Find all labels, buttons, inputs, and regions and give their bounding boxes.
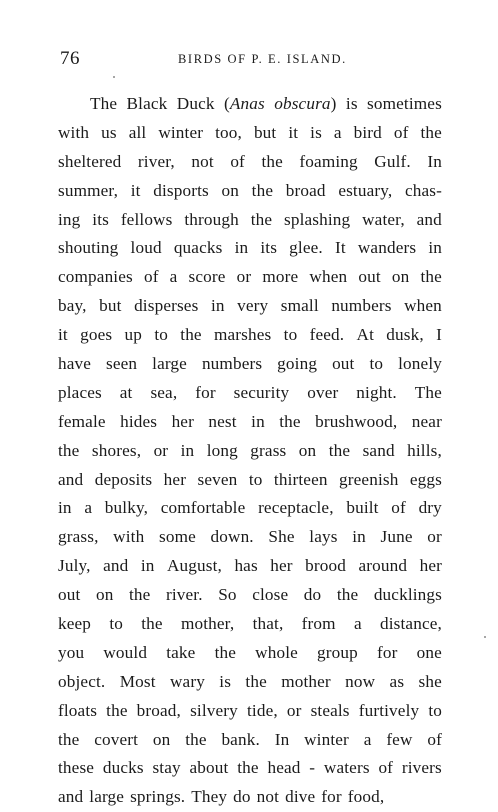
word: sea, [150, 382, 178, 402]
word: foaming [299, 151, 358, 171]
word: object. [58, 671, 106, 691]
word: tide, [246, 700, 278, 720]
word: and [58, 787, 84, 807]
word: her [163, 469, 187, 489]
word: us [101, 122, 117, 142]
word: obscura) [274, 94, 337, 113]
word: deposits [94, 469, 153, 489]
word: Black [126, 94, 168, 113]
word: not [256, 787, 280, 807]
word: in [140, 556, 155, 576]
word: the [279, 411, 301, 431]
text-line [58, 321, 442, 350]
word: in [352, 527, 366, 547]
word: eggs [409, 469, 442, 489]
word: of [393, 122, 409, 142]
word: August, [166, 556, 222, 576]
word: the [141, 614, 163, 634]
word: wanders [357, 238, 417, 258]
word: It [334, 238, 346, 258]
word: the [180, 325, 202, 345]
text-line [58, 726, 442, 755]
text-line [58, 668, 442, 697]
word: of [143, 267, 159, 287]
word: (Anas [223, 94, 265, 113]
word: her [171, 411, 194, 431]
word: fellows [120, 209, 173, 229]
word: in [251, 411, 265, 431]
word: of [391, 498, 406, 518]
word: out [58, 585, 81, 605]
word: with [113, 527, 145, 547]
word: In [274, 729, 290, 749]
word: the [250, 209, 273, 229]
word: to [109, 614, 123, 634]
word: on [298, 440, 317, 460]
word: distance, [380, 614, 442, 634]
word: for [377, 642, 398, 662]
word: to [248, 469, 263, 489]
word: feed. [309, 325, 345, 345]
word: it [58, 325, 68, 345]
word: disperses [134, 296, 199, 316]
word: shouting [58, 238, 119, 258]
word: of [378, 758, 394, 778]
word: have [58, 354, 92, 374]
word: - [309, 758, 316, 778]
word: steals [310, 700, 350, 720]
word: July, [58, 556, 91, 576]
word: She [268, 527, 295, 547]
word: mother, [180, 614, 235, 634]
text-line [58, 697, 442, 726]
word: the [237, 758, 259, 778]
word: I [436, 325, 442, 345]
text-line [58, 408, 442, 437]
word: to [154, 325, 168, 345]
word: ducks [102, 758, 144, 778]
word: the [214, 642, 237, 662]
word: but [253, 122, 277, 142]
word: female [58, 411, 106, 431]
word: In [427, 151, 442, 171]
word: a [333, 122, 342, 142]
word: and [58, 469, 84, 489]
word: group [317, 642, 358, 662]
word: the [420, 122, 442, 142]
word: grass [250, 440, 287, 460]
word: food, [347, 787, 385, 807]
text-line [58, 234, 442, 263]
word: waters [323, 758, 370, 778]
word: rivers [401, 758, 442, 778]
word: built [346, 498, 379, 518]
word: a [169, 267, 178, 287]
word: Duck [176, 94, 215, 113]
word: or [427, 527, 442, 547]
word: numbers [201, 354, 263, 374]
word: greenish [339, 469, 399, 489]
word: chas- [404, 180, 442, 200]
word: broad [285, 180, 326, 200]
word: at [119, 382, 133, 402]
word: but [99, 296, 122, 316]
word: quacks [173, 238, 223, 258]
word: dive [285, 787, 316, 807]
word: lonely [398, 354, 442, 374]
word: seen [106, 354, 138, 374]
word: to [283, 325, 298, 345]
word: the [336, 585, 359, 605]
word: her [419, 556, 442, 576]
word: receptacle, [258, 498, 334, 518]
word: sometimes [367, 94, 442, 113]
word: floats [58, 700, 98, 720]
word: in [210, 296, 225, 316]
word: and [103, 556, 129, 576]
word: about [189, 758, 229, 778]
word: dusk, [386, 325, 424, 345]
text-line [58, 639, 442, 668]
word: Gulf. [374, 151, 411, 171]
word: river, [137, 151, 175, 171]
word: now [345, 671, 376, 691]
word: the [58, 440, 80, 460]
word: estuary, [338, 180, 393, 200]
word: stay [152, 758, 181, 778]
paper-speck [113, 76, 115, 78]
word: grass, [58, 527, 99, 547]
word: seven [197, 469, 238, 489]
word: numbers [331, 296, 392, 316]
word: very [237, 296, 269, 316]
word: is [310, 122, 322, 142]
word: small [280, 296, 319, 316]
word: They [191, 787, 228, 807]
word: nest [208, 411, 237, 431]
page-number: 76 [60, 48, 80, 69]
text-line [58, 350, 442, 379]
body-text [58, 90, 442, 812]
word: springs. [130, 787, 186, 807]
text-line [58, 552, 442, 581]
word: the [261, 151, 283, 171]
word: too, [215, 122, 242, 142]
word: in [428, 238, 442, 258]
word: when [404, 296, 442, 316]
word: bay, [58, 296, 87, 316]
word: in [180, 440, 195, 460]
word: the [328, 440, 351, 460]
word: whole [255, 642, 298, 662]
word: that, [252, 614, 284, 634]
word: the [128, 585, 151, 605]
word: a [363, 729, 372, 749]
word: it [288, 122, 299, 142]
word: near [411, 411, 442, 431]
word: some [158, 527, 196, 547]
word: up [124, 325, 143, 345]
word: winter [158, 122, 204, 142]
word: bird [353, 122, 382, 142]
word: bulky, [104, 498, 149, 518]
word: night. [356, 382, 397, 402]
word: around [358, 556, 408, 576]
word: or [236, 267, 252, 287]
word: The [414, 382, 442, 402]
word: for [321, 787, 342, 807]
word: do [303, 585, 322, 605]
word: sand [362, 440, 395, 460]
word: on [391, 267, 410, 287]
word: lays [309, 527, 338, 547]
word: hides [120, 411, 158, 431]
text-line [58, 292, 442, 321]
word: loud [130, 238, 162, 258]
word: on [152, 729, 171, 749]
text-line [58, 581, 442, 610]
text-line [58, 263, 442, 292]
word: out [358, 267, 381, 287]
word: the [420, 267, 442, 287]
word: do [233, 787, 251, 807]
word: glee. [289, 238, 323, 258]
word: silvery [190, 700, 238, 720]
word: a [353, 614, 362, 634]
text-line [58, 90, 442, 119]
word: large [152, 354, 187, 374]
word: has [234, 556, 258, 576]
word: not [191, 151, 214, 171]
word: take [166, 642, 196, 662]
word: winter [304, 729, 349, 749]
word: on [221, 180, 239, 200]
word: comfortable [160, 498, 246, 518]
word: to [369, 354, 384, 374]
word: her [270, 556, 293, 576]
word: all [128, 122, 147, 142]
word: sheltered [58, 151, 122, 171]
word: brushwood, [315, 411, 398, 431]
word: brood [305, 556, 347, 576]
word: wary [169, 671, 205, 691]
word: shores, [91, 440, 142, 460]
word: At [356, 325, 375, 345]
word: close [252, 585, 289, 605]
word: thirteen [273, 469, 328, 489]
word: from [301, 614, 336, 634]
word: out [332, 354, 355, 374]
word: of [427, 729, 442, 749]
word: the [251, 180, 274, 200]
word: water, [362, 209, 405, 229]
word: would [103, 642, 148, 662]
word: when [309, 267, 348, 287]
word: in [58, 498, 72, 518]
word: head [267, 758, 301, 778]
word: hills, [407, 440, 442, 460]
word: keep [58, 614, 92, 634]
word: as [389, 671, 405, 691]
word: ducklings [373, 585, 442, 605]
word: the [58, 729, 80, 749]
text-line [58, 783, 442, 812]
word: security [233, 382, 290, 402]
word: places [58, 382, 102, 402]
word: companies [58, 267, 133, 287]
text-line [58, 754, 442, 783]
word: ing [58, 209, 81, 229]
text-line [58, 177, 442, 206]
word: in [234, 238, 249, 258]
word: marshes [214, 325, 272, 345]
word: So [218, 585, 237, 605]
word: down. [210, 527, 254, 547]
word: is [345, 94, 358, 113]
text-line [58, 523, 442, 552]
word: few [386, 729, 413, 749]
word: the [106, 700, 128, 720]
running-head: BIRDS OF P. E. ISLAND. [178, 52, 347, 66]
word: through [184, 209, 239, 229]
word: she [418, 671, 442, 691]
text-line [58, 437, 442, 466]
word: score [188, 267, 226, 287]
text-line [58, 610, 442, 639]
word: mother [281, 671, 331, 691]
word: summer, [58, 180, 119, 200]
text-line [58, 148, 442, 177]
word: June [380, 527, 413, 547]
word: you [58, 642, 85, 662]
word: it [130, 180, 141, 200]
word: one [416, 642, 442, 662]
text-line [58, 379, 442, 408]
word: broad, [136, 700, 182, 720]
word: or [286, 700, 302, 720]
word: goes [80, 325, 113, 345]
word: furtively [358, 700, 420, 720]
text-line [58, 494, 442, 523]
paper-speck [484, 636, 486, 638]
word: or [153, 440, 169, 460]
text-line [58, 466, 442, 495]
word: its [260, 238, 278, 258]
word: long [206, 440, 238, 460]
word: of [230, 151, 245, 171]
word: more [262, 267, 299, 287]
word: these [58, 758, 95, 778]
word: for [195, 382, 216, 402]
word: going [277, 354, 318, 374]
word: disports [153, 180, 209, 200]
word: dry [418, 498, 442, 518]
word: covert [94, 729, 139, 749]
word: a [84, 498, 93, 518]
word: the [185, 729, 207, 749]
word: river. [165, 585, 203, 605]
word: the [245, 671, 267, 691]
word: its [92, 209, 109, 229]
word: with [58, 122, 90, 142]
word: and [416, 209, 442, 229]
word: The [90, 94, 118, 113]
word: on [95, 585, 114, 605]
word: is [219, 671, 232, 691]
text-line [58, 119, 442, 148]
word: large [89, 787, 125, 807]
word: bank. [221, 729, 260, 749]
word: over [307, 382, 339, 402]
text-line [58, 206, 442, 235]
word: splashing [283, 209, 351, 229]
word: Most [119, 671, 156, 691]
word: to [428, 700, 442, 720]
